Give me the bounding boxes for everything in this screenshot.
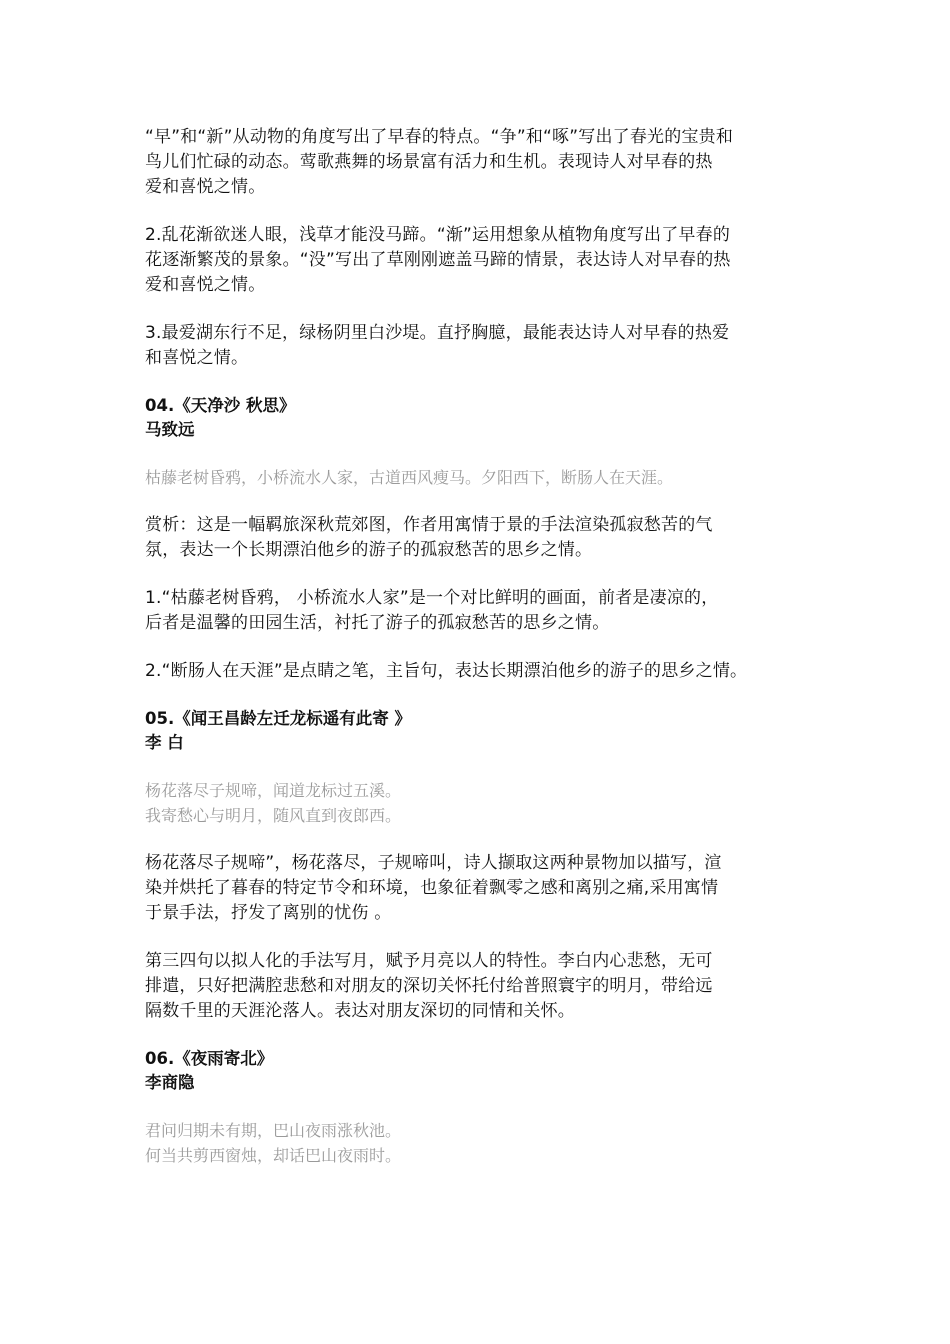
paragraph — [145, 851, 825, 926]
text-line: 隔数千里的天涯沦落人。表达对朋友深切的同情和关怀。 — [145, 1001, 575, 1021]
text-line: 氛，表达一个长期漂泊他乡的游子的孤寂愁苦的思乡之情。 — [145, 540, 593, 560]
paragraph — [145, 586, 825, 636]
paragraph — [145, 321, 825, 371]
text-line: 爱和喜悦之情。 — [145, 275, 266, 295]
text-line: 2.乱花渐欲迷人眼，浅草才能没马蹄。“渐”运用想象从植物角度写出了早春的 — [145, 225, 731, 245]
poem-line: 杨花落尽子规啼，闻道龙标过五溪。 — [145, 781, 402, 800]
paragraph — [145, 949, 825, 1024]
text-line: 第三四句以拟人化的手法写月，赋予月亮以人的特性。李白内心悲愁，无可 — [145, 951, 713, 971]
text-line: 排遣，只好把满腔悲愁和对朋友的深切关怀托付给普照寰宇的明月，带给远 — [145, 976, 713, 996]
poem-text — [145, 778, 825, 828]
author-name: 李 白 — [145, 733, 184, 752]
poem-line: 君问归期未有期，巴山夜雨涨秋池。 — [145, 1121, 402, 1140]
text-line: 花逐渐繁茂的景象。“没”写出了草刚刚遮盖马蹄的情景，表达诗人对早春的热 — [145, 250, 731, 270]
poem-line: 我寄愁心与明月，随风直到夜郎西。 — [145, 806, 402, 825]
section-heading: 05.《闻王昌龄左迁龙标遥有此寄 》 — [145, 709, 411, 728]
text-line: 染并烘托了暮春的特定节令和环境，也象征着飘零之感和离别之痛,采用寓情 — [145, 878, 719, 898]
poem-line: 枯藤老树昏鸦，小桥流水人家，古道西风瘦马。夕阳西下，断肠人在天涯。 — [145, 468, 674, 487]
text-line: 于景手法，抒发了离别的忧伤 。 — [145, 903, 392, 923]
text-line: 杨花落尽子规啼”，杨花落尽，子规啼叫，诗人撷取这两种景物加以描写，渲 — [145, 853, 722, 873]
paragraph — [145, 125, 825, 200]
text-line: 和喜悦之情。 — [145, 348, 249, 368]
author-name: 李商隐 — [145, 1073, 195, 1092]
poem-line: 何当共剪西窗烛，却话巴山夜雨时。 — [145, 1146, 402, 1165]
text-line: “早”和“新”从动物的角度写出了早春的特点。“争”和“啄”写出了春光的宝贵和 — [145, 127, 734, 147]
paragraph — [145, 659, 825, 684]
author-name: 马致远 — [145, 420, 195, 439]
paragraph — [145, 223, 825, 298]
section-heading: 04.《天净沙 秋思》 — [145, 396, 296, 415]
text-line: 爱和喜悦之情。 — [145, 177, 266, 197]
text-line: 赏析：这是一幅羁旅深秋荒郊图，作者用寓情于景的手法渲染孤寂愁苦的气 — [145, 515, 713, 535]
text-line: 后者是温馨的田园生活，衬托了游子的孤寂愁苦的思乡之情。 — [145, 613, 610, 633]
text-line: 3.最爱湖东行不足，绿杨阴里白沙堤。直抒胸臆，最能表达诗人对早春的热爱 — [145, 323, 730, 343]
poem-text — [145, 1118, 825, 1168]
document-page — [145, 125, 825, 1191]
section-heading: 06.《夜雨寄北》 — [145, 1049, 274, 1068]
text-line: 2.“断肠人在天涯”是点睛之笔，主旨句，表达长期漂泊他乡的游子的思乡之情。 — [145, 661, 748, 681]
paragraph — [145, 513, 825, 563]
text-line: 1.“枯藤老树昏鸦， 小桥流水人家”是一个对比鲜明的画面，前者是凄凉的， — [145, 588, 719, 608]
text-line: 鸟儿们忙碌的动态。莺歌燕舞的场景富有活力和生机。表现诗人对早春的热 — [145, 152, 713, 172]
poem-text — [145, 465, 825, 490]
